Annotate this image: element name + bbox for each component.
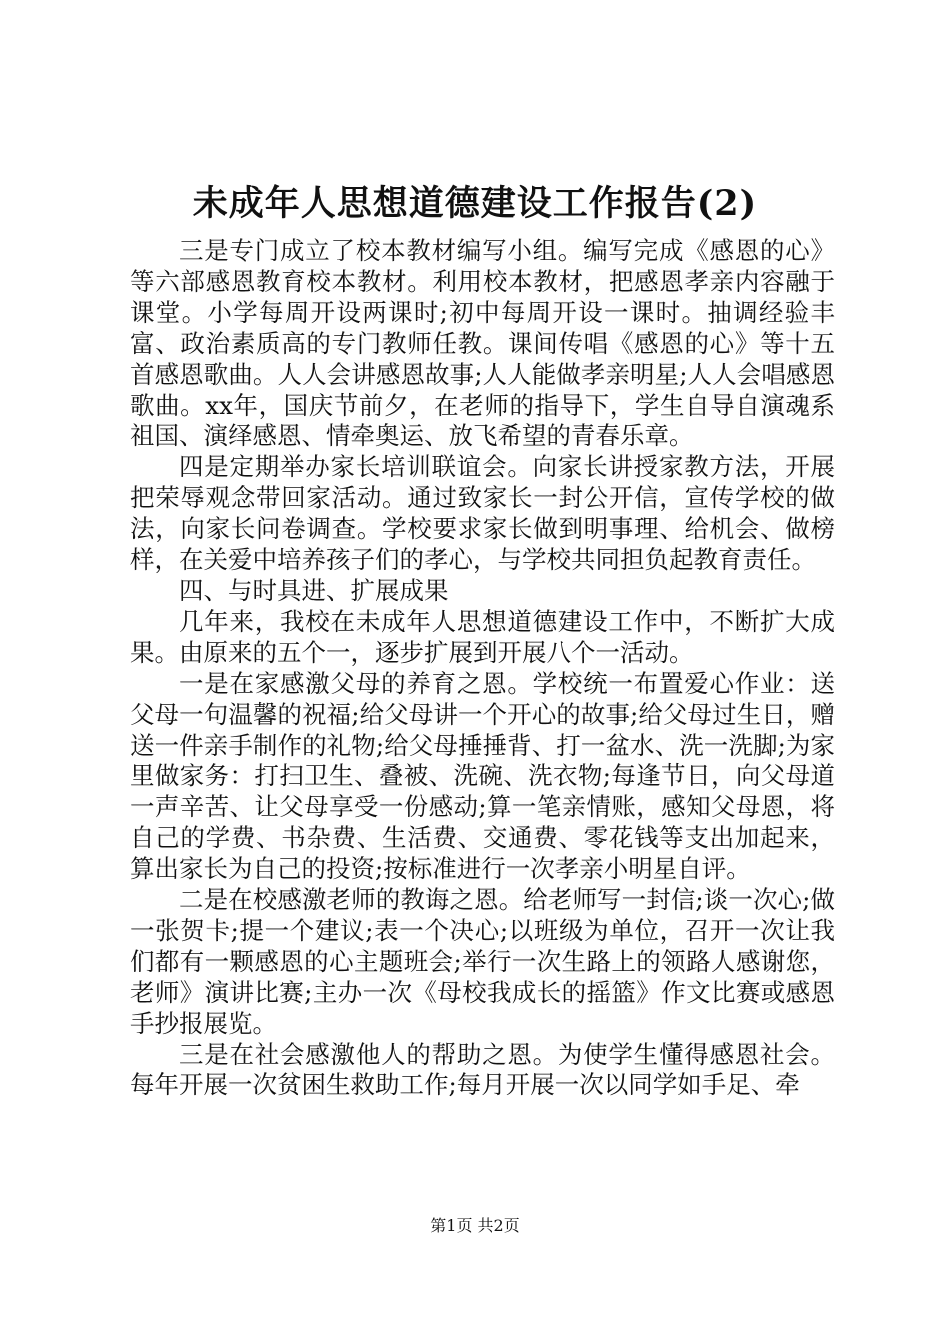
paragraph-gratitude-teachers: 二是在校感激老师的教诲之恩。给老师写一封信;谈一次心;做一张贺卡;提一个建议;表一个决心;以班级为单位，召开一次让我们都有一颗感恩的心主题班会;举行一次生路上的领路人感谢您，老师》演讲比赛;主办一次《母校我成长的摇篮》作文比赛或感恩手抄报展览。 bbox=[130, 885, 835, 1038]
paragraph-parent-training: 四是定期举办家长培训联谊会。向家长讲授家教方法，开展把荣辱观念带回家活动。通过致家长一封公开信，宣传学校的做法，向家长问卷调查。学校要求家长做到明事理、给机会、做榜样，在关爱中培养孩子们的孝心，与学校共同担负起教育责任。 bbox=[130, 452, 835, 575]
paragraph-expand-results: 几年来，我校在未成年人思想道德建设工作中，不断扩大成果。由原来的五个一，逐步扩展到开展八个一活动。 bbox=[130, 606, 835, 667]
document-title: 未成年人思想道德建设工作报告(2) bbox=[192, 183, 758, 224]
document-body bbox=[130, 236, 835, 1101]
paragraph-gratitude-parents: 一是在家感激父母的养育之恩。学校统一布置爱心作业：送父母一句温馨的祝福;给父母讲一个开心的故事;给父母过生日，赠送一件亲手制作的礼物;给父母捶捶背、打一盆水、洗一洗脚;为家里做家务：打扫卫生、叠被、洗碗、洗衣物;每逢节日，向父母道一声辛苦、让父母享受一份感动;算一笔亲情账，感知父母恩，将自己的学费、书杂费、生活费、交通费、零花钱等支出加起来，算出家长为自己的投资;按标准进行一次孝亲小明星自评。 bbox=[130, 668, 835, 884]
paragraph-textbook: 三是专门成立了校本教材编写小组。编写完成《感恩的心》等六部感恩教育校本教材。利用校本教材，把感恩孝亲内容融于课堂。小学每周开设两课时;初中每周开设一课时。抽调经验丰富、政治素质高的专门教师任教。课间传唱《感恩的心》等十五首感恩歌曲。人人会讲感恩故事;人人能做孝亲明星;人人会唱感恩歌曲。xx年，国庆节前夕，在老师的指导下，学生自导自演魂系祖国、演绎感恩、情牵奥运、放飞希望的青春乐章。 bbox=[130, 236, 835, 451]
section-heading: 四、与时具进、扩展成果 bbox=[179, 575, 449, 605]
paragraph-gratitude-society: 三是在社会感激他人的帮助之恩。为使学生懂得感恩社会。每年开展一次贫困生救助工作;每月开展一次以同学如手足、牵 bbox=[130, 1039, 835, 1100]
page-footer: 第1页 共2页 bbox=[430, 1216, 520, 1235]
